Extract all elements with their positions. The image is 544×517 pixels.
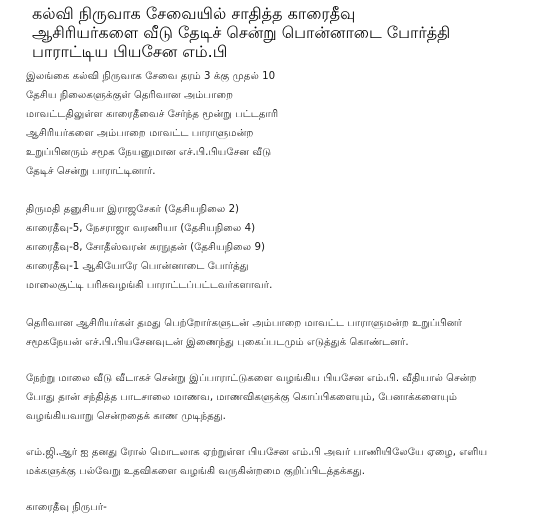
body-line: காரைதீவு-8, சோதீஸ்வரன் சுரநுதன் (தேசியநிலை 9) xyxy=(26,242,265,253)
body-line: வழங்கியவாறு சென்றதைக் காண முடிந்தது. xyxy=(26,411,226,422)
article-byline xyxy=(26,498,538,517)
article-body xyxy=(26,67,538,517)
paragraph-visit xyxy=(26,369,538,426)
headline-line: கல்வி நிருவாக சேவையில் சாதித்த காரைதீவு xyxy=(32,4,356,23)
paragraph-honorees xyxy=(26,200,538,295)
paragraph-spacer xyxy=(26,481,538,498)
body-line: காரைதீவு-1 ஆகியோரே பொன்னாடை போர்த்து xyxy=(26,261,249,272)
body-line: மாலைசூட்டி பரிசுவழங்கி பாராட்டப்பட்டவர்களாவர். xyxy=(26,280,273,291)
body-line: தேடிச் சென்று பாராட்டினார். xyxy=(26,166,156,177)
body-line: தெரிவான ஆசிரியர்கள் தமது பெற்றோர்களுடன் அம்பாறை மாவட்ட பாராளுமன்ற உறுப்பினர் xyxy=(26,318,463,329)
headline-line: ஆசிரியர்களை வீடு தேடிச் சென்று பொன்னாடை போர்த்தி xyxy=(32,23,451,42)
body-line: தேசிய நிலைகளுக்குள் தெரிவான அம்பாறை xyxy=(26,90,234,101)
paragraph-spacer xyxy=(26,352,538,369)
paragraph-spacer xyxy=(26,426,538,443)
body-line: இலங்கை கல்வி நிருவாக சேவை தரம் 3 க்கு முதல் 10 xyxy=(26,71,276,82)
body-line: போது தான் சந்தித்த பாடசாலை மாணவ, மாணவிகளுக்கு கொப்பிகளையும், பேனாக்களையும் xyxy=(26,392,458,403)
byline-text: காரைதீவு நிருபர்- xyxy=(26,502,107,513)
body-line: எம்.ஜி.ஆர் ஐ தனது ரோல் மொடலாக ஏற்றுள்ள பியசேன எம்.பி அவர் பாணியிலேயே ஏழை, எளிய xyxy=(26,447,488,458)
paragraph-spacer xyxy=(26,295,538,314)
headline-line: பாராட்டிய பியசேன எம்.பி xyxy=(32,42,228,61)
body-line: திருமதி தனுசியா இராஜசேகர் (தேசியநிலை 2) xyxy=(26,204,240,215)
paragraph-photo xyxy=(26,314,538,352)
news-article xyxy=(26,4,538,517)
paragraph-spacer xyxy=(26,181,538,200)
article-headline xyxy=(32,4,538,61)
body-line: ஆசிரியர்களை அம்பாறை மாவட்ட பாராளுமன்ற xyxy=(26,128,254,139)
body-line: மாவட்டதிலுள்ள காரைதீவைச் சேர்ந்த மூன்று பட்டதாரி xyxy=(26,109,279,120)
body-line: காரைதீவு-5, நேசராஜா வரணியா (தேசியநிலை 4) xyxy=(26,223,256,234)
paragraph-role-model xyxy=(26,443,538,481)
body-line: உறுப்பினரும் சமூக நேயனுமான எச்.பி.பியசேன வீடு xyxy=(26,147,272,158)
body-line: மக்களுக்கு பல்வேறு உதவிகளை வழங்கி வருகின்றமை குறிப்பிடத்தக்கது. xyxy=(26,466,365,477)
paragraph-intro xyxy=(26,67,538,181)
body-line: சமூகநேயன் எச்.பி.பியசேனவுடன் இணைந்து புகைப்படமும் எடுத்துக் கொண்டனர். xyxy=(26,337,409,348)
body-line: நேற்று மாலை வீடு வீடாகச் சென்று இப்பாராட்டுகளை வழங்கிய பியசேன எம்.பி. வீதியால் சென்ற xyxy=(26,373,477,384)
